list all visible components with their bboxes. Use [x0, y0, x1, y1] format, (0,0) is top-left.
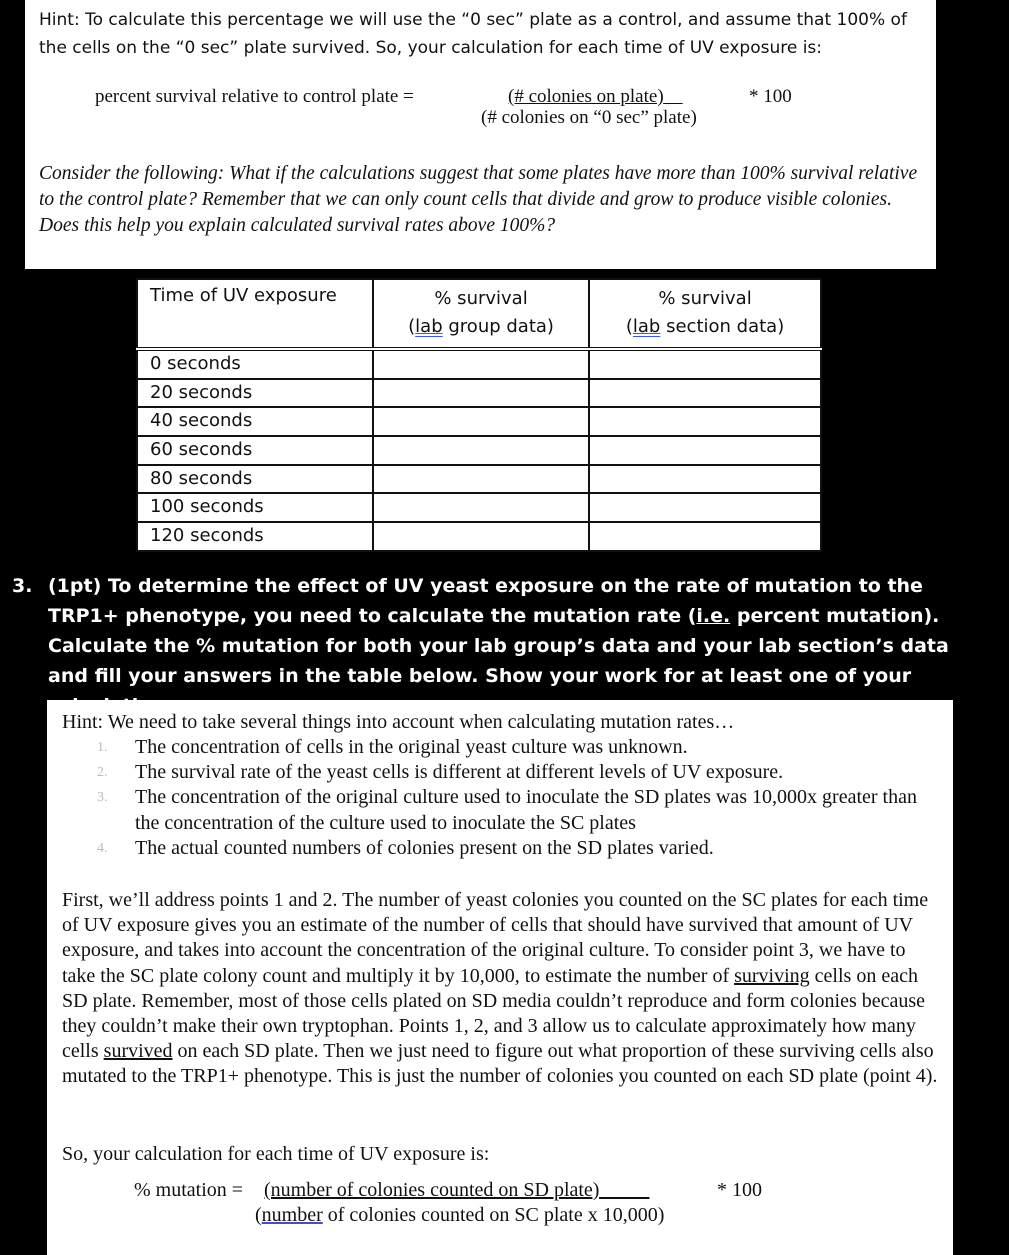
survival-formula-fraction — [481, 86, 781, 129]
time-cell: 40 seconds — [137, 407, 373, 436]
time-cell: 120 seconds — [137, 522, 373, 551]
table-row — [137, 379, 821, 408]
time-cell: 0 seconds — [137, 349, 373, 379]
section-survival-cell[interactable] — [589, 465, 821, 494]
mutation-explanation-paragraph: First, we’ll address points 1 and 2. The number of yeast colonies you counted on the SC plates for each time of UV exposure gives you an estimate of the number of cells that should have survived that amount of UV exposure, and takes into account the concentration of the original culture. To consider point 3, we have to take the SC plate colony count and multiply it by 10,000, to estimate the number of surviving cells on each SD plate. Remember, most of those cells plated on SD media couldn’t reproduce and form colonies because they couldn’t make their own tryptophan. Points 1, 2, and 3 allow us to calculate approximately how many cells survived on each SD plate. Then we just need to figure out what proportion of these surviving cells also mutated to the TRP1+ phenotype. This is just the number of colonies you counted on each SD plate (point 4). — [62, 889, 938, 1088]
group-survival-cell[interactable] — [373, 349, 589, 379]
mutation-denominator: (number of colonies counted on SC plate x 10,000) — [255, 1204, 665, 1226]
section-survival-cell[interactable] — [589, 493, 821, 522]
survival-table — [136, 278, 822, 552]
header-section-survival: % survival (lab section data) — [589, 279, 821, 349]
mutation-hint-intro: Hint: We need to take several things into account when calculating mutation rates… — [62, 711, 735, 733]
list-item: 1. The concentration of cells in the original yeast culture was unknown. — [97, 736, 688, 758]
table-row — [137, 493, 821, 522]
group-survival-cell[interactable] — [373, 522, 589, 551]
table-row — [137, 465, 821, 494]
survival-denominator: (# colonies on “0 sec” plate) — [481, 107, 697, 128]
group-survival-cell[interactable] — [373, 436, 589, 465]
mutation-hint-list — [97, 735, 935, 861]
time-cell: 100 seconds — [137, 493, 373, 522]
survival-table-header — [137, 279, 821, 349]
section-survival-cell[interactable] — [589, 522, 821, 551]
survival-numerator: (# colonies on plate) — [508, 86, 664, 107]
group-survival-cell[interactable] — [373, 493, 589, 522]
section-survival-cell[interactable] — [589, 407, 821, 436]
mutation-so-text: So, your calculation for each time of UV exposure is: — [62, 1143, 490, 1165]
section-survival-cell[interactable] — [589, 436, 821, 465]
section-survival-cell[interactable] — [589, 349, 821, 379]
time-cell: 20 seconds — [137, 379, 373, 408]
table-row — [137, 522, 821, 551]
survival-hint-text: Hint: To calculate this percentage we will use the “0 sec” plate as a control, and assume that 100% of the cells on the “0 sec” plate survived. So, your calculation for each time of UV exposure is: — [39, 10, 907, 58]
mutation-formula-label: % mutation = — [134, 1179, 244, 1201]
survival-formula-label: percent survival relative to control plate = — [95, 86, 414, 107]
question-number: 3. — [12, 575, 33, 597]
consider-paragraph: Consider the following: What if the calculations suggest that some plates have more than 100% survival relative to the control plate? Remember that we can only count cells that divide and grow to produce visible colonies. Does this help you explain calculated survival rates above 100%? — [39, 163, 918, 236]
question-3-text: (1pt) To determine the effect of UV yeast exposure on the rate of mutation to the TRP1+ phenotype, you need to calculate the mutation rate (i.e. percent mutation). Calculate the % mutation for both your lab group’s data and your lab section’s data and fill your answers in the table below. Show your work for at least one of your — [48, 575, 949, 687]
group-survival-cell[interactable] — [373, 379, 589, 408]
list-item: 3. The concentration of the original culture used to inoculate the SD plates was 10,000x greater than the concentration of the culture used to inoculate the SC plates — [97, 786, 917, 834]
table-row — [137, 349, 821, 379]
list-item: 4. The actual counted numbers of colonies present on the SD plates varied. — [97, 836, 714, 859]
header-group-survival: % survival (lab group data) — [373, 279, 589, 349]
list-item: 2. The survival rate of the yeast cells is different at different levels of UV exposure. — [97, 761, 784, 784]
survival-multiplier: * 100 — [749, 86, 792, 107]
mutation-numerator: (number of colonies counted on SD plate) — [264, 1179, 600, 1201]
table-row — [137, 436, 821, 465]
group-survival-cell[interactable] — [373, 465, 589, 494]
mutation-hint-box — [47, 700, 953, 1255]
time-cell: 60 seconds — [137, 436, 373, 465]
header-time: Time of UV exposure — [137, 279, 373, 349]
table-row — [137, 407, 821, 436]
mutation-multiplier: * 100 — [717, 1179, 762, 1201]
survival-hint-box — [25, 0, 936, 270]
time-cell: 80 seconds — [137, 465, 373, 494]
section-survival-cell[interactable] — [589, 379, 821, 408]
group-survival-cell[interactable] — [373, 407, 589, 436]
